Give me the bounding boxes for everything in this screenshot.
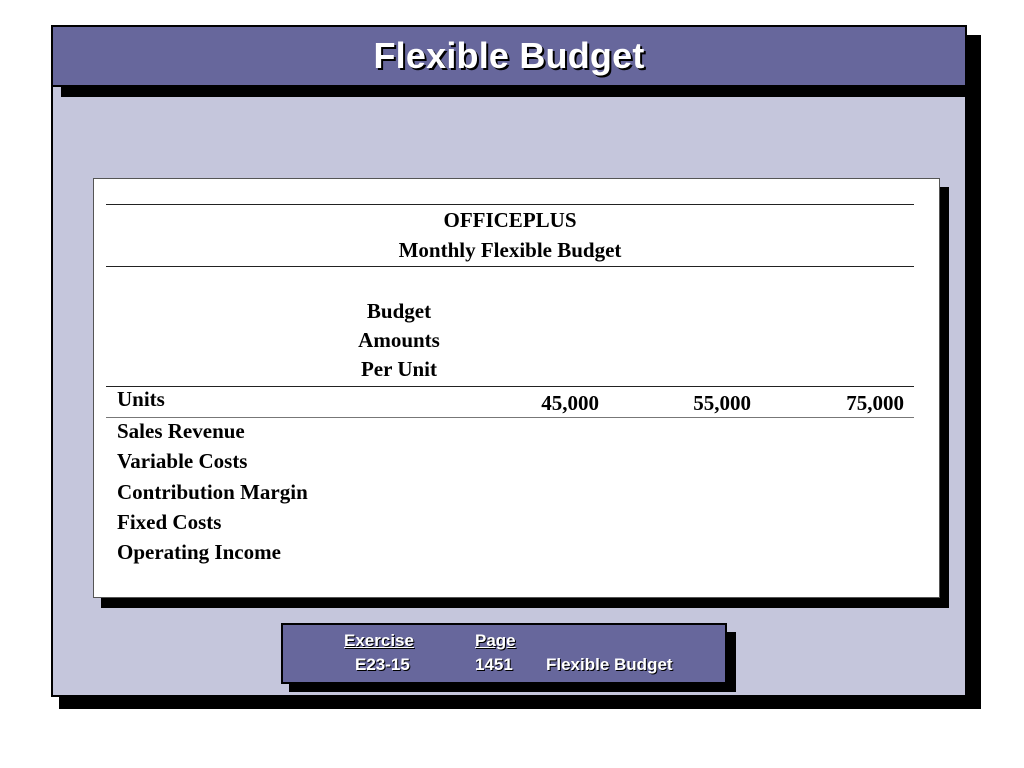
reference-topic: Flexible Budget (546, 655, 673, 674)
page-value: 1451 (475, 655, 513, 674)
row-fixed-costs: Fixed Costs (117, 510, 222, 534)
budget-subtitle: Monthly Flexible Budget (398, 238, 622, 262)
page-label: Page (475, 631, 516, 650)
header-rule (106, 386, 914, 387)
subtitle-rule (106, 266, 914, 267)
reference-box (281, 623, 727, 684)
units-value-1: 45,000 (541, 391, 599, 415)
units-rule (106, 417, 914, 418)
top-rule (106, 204, 914, 205)
exercise-label: Exercise (344, 631, 414, 650)
row-variable-costs: Variable Costs (117, 449, 248, 473)
units-value-2: 55,000 (693, 391, 751, 415)
row-sales-revenue: Sales Revenue (117, 419, 245, 443)
units-value-3: 75,000 (846, 391, 904, 415)
units-label: Units (117, 387, 165, 411)
row-contribution-margin: Contribution Margin (117, 480, 308, 504)
column-header-line-1: Budget (366, 299, 432, 323)
title-bar-shadow (61, 87, 971, 97)
title-bar (53, 27, 965, 87)
row-operating-income: Operating Income (117, 540, 281, 564)
exercise-value: E23-15 (355, 655, 410, 674)
document-panel (93, 178, 940, 598)
slide-title: Flexible Budget (373, 35, 645, 76)
column-header-line-2: Amounts (358, 328, 440, 352)
company-name: OFFICEPLUS (443, 208, 577, 232)
column-header-line-3: Per Unit (360, 357, 437, 381)
